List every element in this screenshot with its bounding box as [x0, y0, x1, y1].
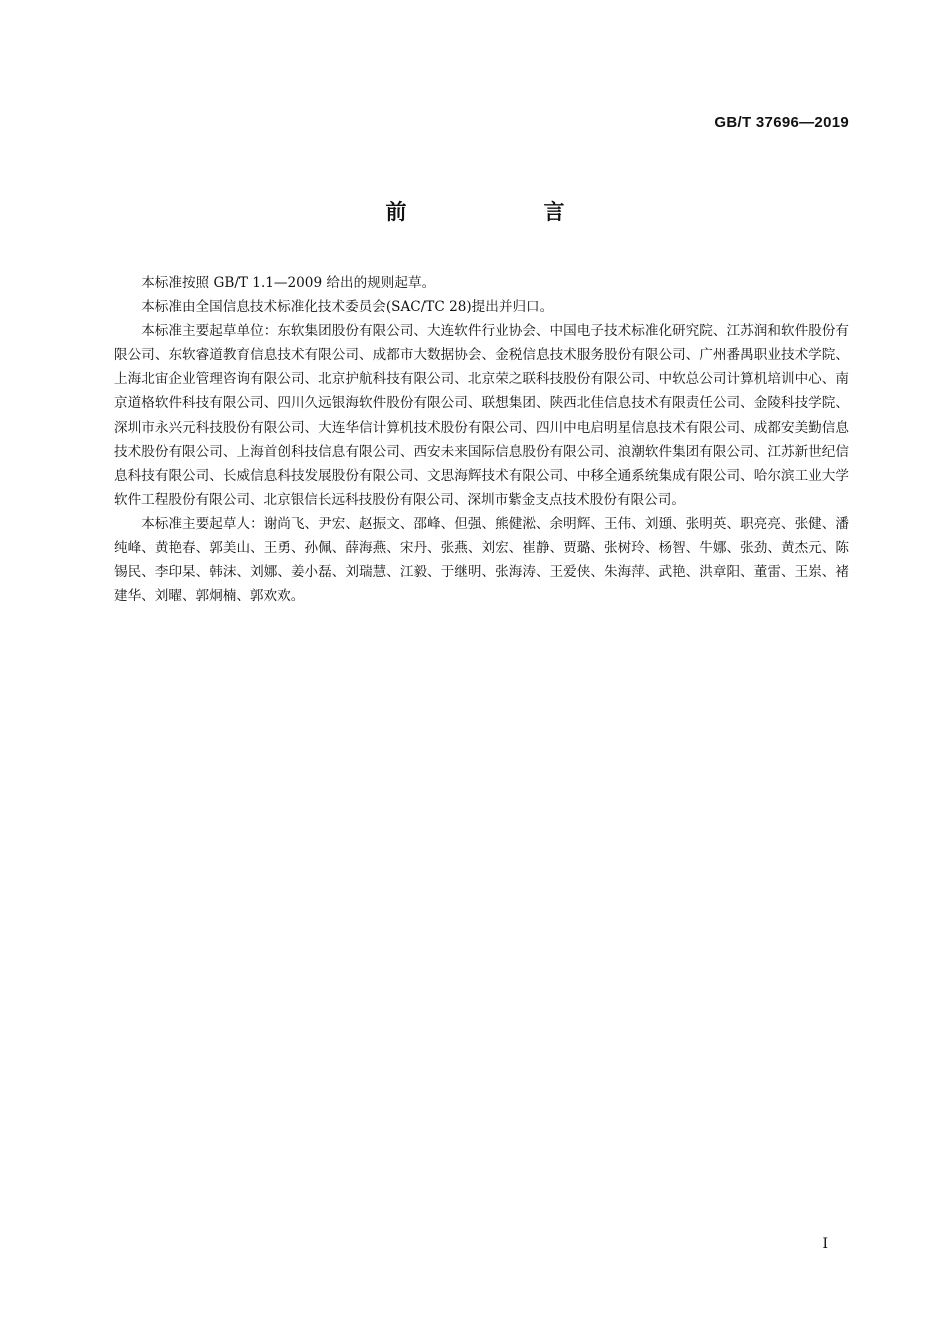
page-number: I [822, 1236, 828, 1252]
page-title: 前 言 [385, 200, 623, 224]
body-text [114, 271, 849, 608]
paragraph-drafting-organizations: 本标准主要起草单位：东软集团股份有限公司、大连软件行业协会、中国电子技术标准化研究院、江苏润和软件股份有限公司、东软睿道教育信息技术有限公司、成都市大数据协会、金税信息技术服务股份有限公司、广州番禺职业技术学院、上海北宙企业管理咨询有限公司、北京护航科技有限公司、北京荣之联科技股份有限公司、中软总公司计算机培训中心、南京道格软件科技有限公司、四川久远银海软件股份有限公司、联想集团、陕西北佳信息技术有限责任公司、金陵科技学院、深圳市永兴元科技股份有限公司、大连华信计算机技术股份有限公司、四川中电启明星信息技术有限公司、成都安美勤信息技术股份有限公司、上海首创科技信息有限公司、西安未来国际信息股份有限公司、浪潮软件集团有限公司、江苏新世纪信息科技有限公司、长威信息科技发展股份有限公司、文思海辉技术有限公司、中移全通系统集成有限公司、哈尔滨工业大学软件工程股份有限公司、北京银信长远科技股份有限公司、深圳市紫金支点技术股份有限公司。 [114, 323, 849, 508]
paragraph-proposed-by: 本标准由全国信息技术标准化技术委员会(SAC/TC 28)提出并归口。 [141, 299, 554, 316]
paragraph-drafters: 本标准主要起草人：谢尚飞、尹宏、赵振文、邵峰、但强、熊健淞、余明辉、王伟、刘頲、张明英、职亮亮、张健、潘纯峰、黄艳春、郭美山、王勇、孙佩、薛海燕、宋丹、张燕、刘宏、崔静、贾璐、张树玲、杨智、牛娜、张劲、黄杰元、陈锡民、李印杲、韩沫、刘娜、姜小磊、刘瑞慧、江毅、于继明、张海涛、王爱侠、朱海萍、武艳、洪章阳、董雷、王岽、褚建华、刘曜、郭炯楠、郭欢欢。 [114, 515, 849, 605]
standard-code: GB/T 37696—2019 [714, 114, 849, 131]
paragraph-drafting-rules: 本标准按照 GB/T 1.1—2009 给出的规则起草。 [141, 275, 436, 291]
